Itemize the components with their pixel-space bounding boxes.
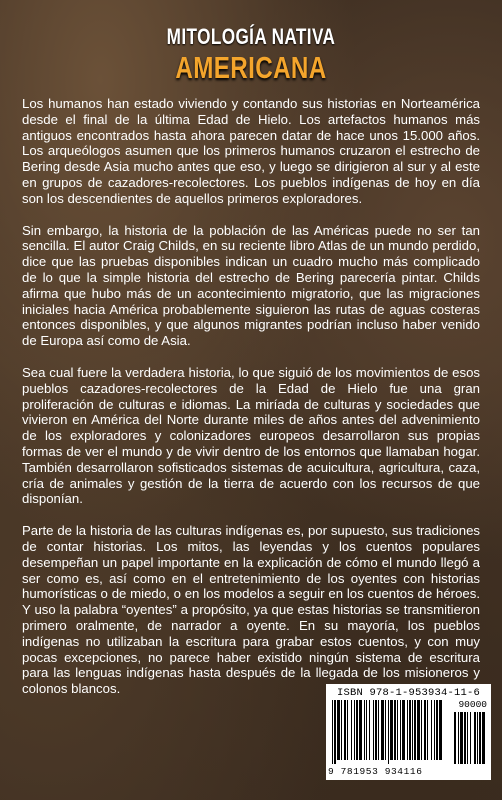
barcode-bar: [400, 700, 401, 760]
barcode-bar: [427, 700, 428, 760]
addon-bar: [464, 712, 466, 764]
barcode-bar: [347, 700, 348, 760]
addon-bar: [479, 712, 481, 764]
paragraph-1: Los humanos han estado viviendo y contando sus historias en Norteamérica desde el final de la última Edad de Hielo. Los artefactos humanos más antiguos encontrados hasta ahora parecen datar de hace unos 15.000 años. Los arqueólogos asumen que los primeros humanos cruzaron el estrecho de Bering desde Asia mucho antes que eso, y luego se dirigieron al sur y al este en grupos de cazadores-recolectores. Los pueblos indígenas de hoy en día son los descendientes de aquellos primeros exploradores.: [22, 96, 480, 206]
title-line-2: AMERICANA: [175, 50, 327, 85]
barcode-bar: [385, 700, 386, 760]
barcode-bar: [369, 700, 370, 760]
barcode-bar: [414, 700, 416, 760]
barcode-bar: [394, 700, 396, 760]
book-title: [55, 24, 447, 86]
addon-bar: [454, 712, 456, 764]
isbn-label: ISBN 978-1-953934-11-6: [336, 687, 481, 699]
barcode-bar: [337, 700, 340, 760]
addon-bar: [474, 712, 476, 764]
barcode-bar: [334, 700, 336, 764]
addon-bar: [460, 712, 463, 764]
paragraph-4: Parte de la historia de las culturas indígenas es, por supuesto, sus tradiciones de contar historias. Los mitos, las leyendas y los cuentos populares desempeñan un papel importante en la explicación de cómo el mundo llegó a ser como es, así como en el entretenimiento de los oyentes con historias humorísticas o de miedo, o en los modelos a seguir en los cuentos de héroes. Y uso la palabra “oyentes” a propósito, ya que estas historias se transmitieron primero oralmente, de narrador a oyente. En su mayoría, los pueblos indígenas no utilizaban la escritura para grabar estos cuentos, y con muy pocas excepciones, no parece haber existido ningún sistema de escritura para las lenguas indígenas hasta después de la llegada de los misioneros y colonos blancos.: [22, 523, 480, 697]
addon-bar: [470, 712, 471, 764]
barcode-bar: [390, 700, 393, 760]
barcode-bar: [332, 700, 333, 764]
barcode-bar: [354, 700, 355, 760]
barcode-addon: 90000: [458, 699, 487, 710]
barcode-bar: [397, 700, 398, 760]
barcode-bar: [424, 700, 426, 760]
barcode-bar: [412, 700, 413, 760]
barcode-bar: [402, 700, 405, 760]
barcode-bar: [364, 700, 365, 760]
isbn-barcode: [326, 684, 491, 780]
barcode-bar: [351, 700, 352, 760]
barcode-bar: [388, 700, 389, 764]
isbn-number: 9 781953 934116: [328, 766, 423, 777]
blurb-text: [22, 96, 480, 713]
addon-bar: [458, 712, 459, 764]
paragraph-2: Sin embargo, la historia de la población de las Américas puede no ser tan sencilla. El autor Craig Childs, en su reciente libro Atlas de un mundo perdido, dice que las pruebas disponibles indican un cuadro mucho más complicado de lo que la simple historia del estrecho de Bering parecería pintar. Childs afirma que hubo más de un acontecimiento migratorio, que las migraciones iniciales hacia América probablemente siguieron las rutas de aguas costeras entonces disponibles, y que algunos migrantes podrían incluso haber venido de Europa así como de Asia.: [22, 222, 480, 349]
barcode-bar: [373, 700, 374, 760]
barcode-bar: [359, 700, 362, 760]
barcode-bar: [378, 700, 379, 760]
barcode-bar: [356, 700, 358, 760]
barcode-bar: [407, 700, 408, 760]
barcode-bar: [366, 700, 367, 760]
addon-bar: [482, 712, 485, 764]
barcode-bar: [421, 700, 422, 760]
barcode-bar: [344, 700, 346, 760]
barcode-bar: [341, 700, 342, 760]
barcode-bar: [417, 700, 420, 760]
addon-bar: [477, 712, 478, 764]
barcode-bar: [381, 700, 384, 760]
paragraph-3: Sea cual fuere la verdadera historia, lo que siguió de los movimientos de esos pueblos cazadores-recolectores de la Edad de Hielo fue una gran proliferación de culturas e idiomas. La miríada de culturas y sociedades que vivieron en América del Norte durante miles de años antes del advenimiento de los exploradores y colonizadores europeos desarrollaron sus propias formas de ver el mundo y de vivir dentro de los entornos que llamaban hogar. También desarrollaron sofisticados sistemas de acuicultura, agricultura, caza, cría de animales y gestión de la tierra de acuerdo con los recursos de que disponían.: [22, 364, 480, 507]
barcode-bar: [431, 700, 432, 760]
barcode-bar: [409, 700, 411, 760]
barcode-bar: [439, 700, 442, 760]
barcode-bar: [375, 700, 377, 760]
title-line-1: MITOLOGÍA NATIVA: [166, 24, 336, 49]
barcode-bar: [436, 700, 438, 760]
barcode-bar: [434, 700, 435, 760]
addon-bar: [467, 712, 468, 764]
